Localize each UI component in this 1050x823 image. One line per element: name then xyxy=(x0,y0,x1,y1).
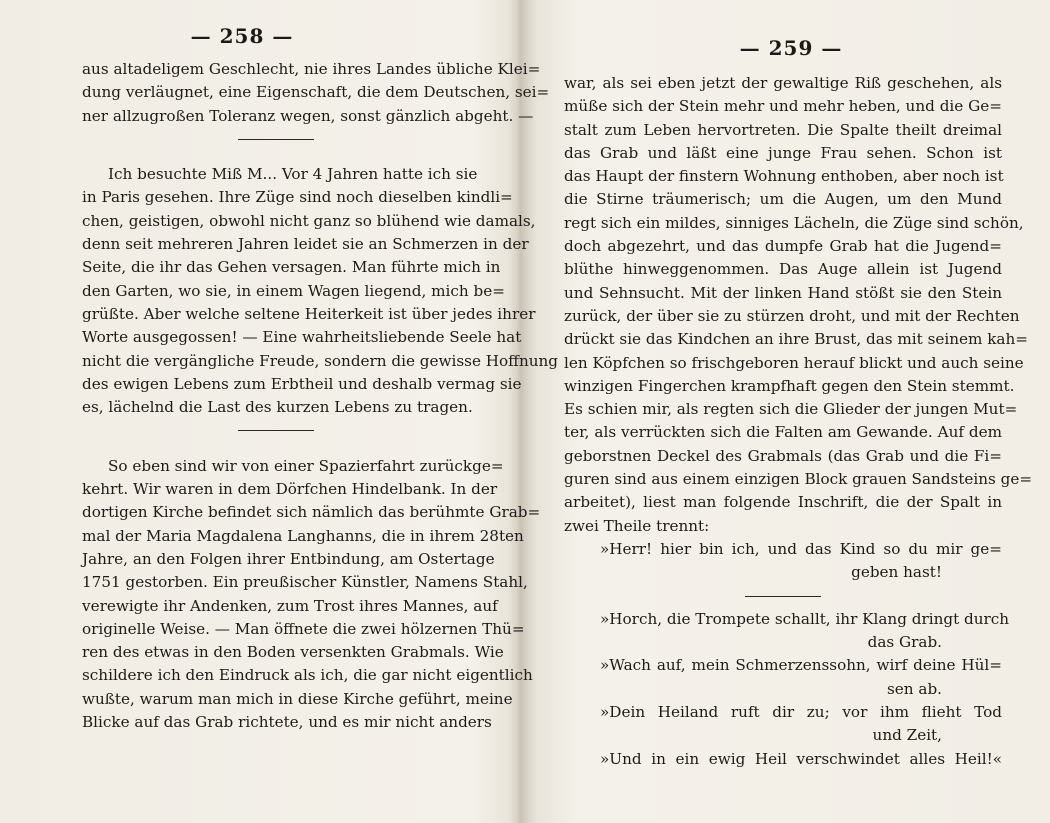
text-line: drückt sie das Kindchen an ihre Brust, das mit seinem kah= xyxy=(564,330,1028,349)
text-line: war, als sei eben jetzt der gewaltige Riß geschehen, als xyxy=(564,74,1002,92)
inscription xyxy=(564,608,1010,771)
page-number: — 259 — xyxy=(739,36,843,60)
section-divider xyxy=(82,419,470,442)
text-line: müße sich der Stein mehr und mehr heben, und die Ge= xyxy=(564,97,1002,116)
text-line: das Grab und läßt eine junge Frau sehen. Schon ist xyxy=(564,143,1002,162)
text-line: Ich besuchte Miß M... Vor 4 Jahren hatte ich sie xyxy=(108,165,478,184)
text-line: ter, als verrückten sich die Falten am Gewande. Auf dem xyxy=(564,423,1002,442)
text-line: grüßte. Aber welche seltene Heiterkeit ist über jedes ihrer xyxy=(82,304,536,323)
text-line: zurück, der über sie zu stürzen droht, und mit der Rechten xyxy=(564,306,1020,325)
page-number: — 258 — xyxy=(190,24,294,48)
text-line: und Sehnsucht. Mit der linken Hand stößt sie den Stein xyxy=(564,283,1002,302)
text-line: blüthe hinweggenommen. Das Auge allein ist Jugend xyxy=(564,260,1002,279)
paragraph xyxy=(564,72,1033,538)
text-line: originelle Weise. — Man öffnete die zwei hölzernen Thü= xyxy=(82,619,525,638)
verse-line: sen ab. xyxy=(887,679,942,698)
text-line: ren des etwas in den Boden versenkten Grabmals. Wie xyxy=(82,643,504,662)
text-line: regt sich ein mildes, sinniges Lächeln, die Züge sind schön, xyxy=(564,213,1024,232)
verse-line: »Dein Heiland ruft dir zu; vor ihm flieht Tod xyxy=(600,703,1002,722)
text-line: des ewigen Lebens zum Erbtheil und deshalb vermag sie xyxy=(82,374,522,393)
paragraph xyxy=(82,58,550,128)
text-line: schildere ich den Eindruck als ich, die gar nicht eigentlich xyxy=(82,666,533,685)
verse-line: »Herr! hier bin ich, und das Kind so du mir ge= xyxy=(600,539,1002,558)
text-line: verewigte ihr Andenken, zum Trost ihres Mannes, auf xyxy=(82,596,498,615)
verse-line: geben hast! xyxy=(851,563,942,582)
text-line: Worte ausgegossen! — Eine wahrheitsliebende Seele hat xyxy=(82,328,522,347)
verse-line: das Grab. xyxy=(867,633,942,652)
text-line: doch abgezehrt, und das dumpfe Grab hat die Jugend= xyxy=(564,237,1002,256)
verse-line: »Horch, die Trompete schallt, ihr Klang dringt durch xyxy=(600,609,1010,628)
text-line: guren sind aus einem einzigen Block grauen Sandsteins ge= xyxy=(564,470,1033,489)
text-line: dung verläugnet, eine Eigenschaft, die dem Deutschen, sei= xyxy=(82,83,550,102)
right-page xyxy=(520,0,1050,823)
text-line: nicht die vergängliche Freude, sondern die gewisse Hoffnung xyxy=(82,351,559,370)
text-line: denn seit mehreren Jahren leidet sie an Schmerzen in der xyxy=(82,235,529,254)
text-line: in Paris gesehen. Ihre Züge sind noch dieselben kindli= xyxy=(82,188,513,207)
text-line: kehrt. Wir waren in dem Dörfchen Hindelbank. In der xyxy=(82,480,498,499)
verse-line: »Wach auf, mein Schmerzenssohn, wirf deine Hül= xyxy=(600,656,1002,675)
text-line: ner allzugroßen Toleranz wegen, sonst gänzlich abgeht. — xyxy=(82,106,534,125)
section-divider xyxy=(82,128,470,151)
text-line: geborstnen Deckel des Grabmals (das Grab und die Fi= xyxy=(564,446,1002,465)
page-body xyxy=(82,58,559,734)
text-line: es, lächelnd die Last des kurzen Lebens zu tragen. xyxy=(82,398,473,417)
text-line: den Garten, wo sie, in einem Wagen liegend, mich be= xyxy=(82,281,505,300)
text-line: dortigen Kirche befindet sich nämlich das berühmte Grab= xyxy=(82,503,541,522)
text-line: die Stirne träumerisch; um die Augen, um den Mund xyxy=(564,190,1002,209)
text-line: Jahre, an den Folgen ihrer Entbindung, am Ostertage xyxy=(82,549,495,568)
text-line: stalt zum Leben hervortreten. Die Spalte theilt dreimal xyxy=(564,120,1002,139)
section-divider xyxy=(564,585,1002,608)
page-body xyxy=(564,72,1033,771)
text-line: das Haupt der finstern Wohnung enthoben, aber noch ist xyxy=(564,167,1004,186)
text-line: aus altadeligem Geschlecht, nie ihres Landes übliche Klei= xyxy=(82,60,541,78)
text-line: Es schien mir, als regten sich die Glieder der jungen Mut= xyxy=(564,400,1018,419)
text-line: len Köpfchen so frischgeboren herauf blickt und auch seine xyxy=(564,353,1024,372)
text-line: So eben sind wir von einer Spazierfahrt zurückge= xyxy=(108,456,504,475)
text-line: Blicke auf das Grab richtete, und es mir nicht anders xyxy=(82,713,492,732)
text-line: arbeitet), liest man folgende Inschrift, die der Spalt in xyxy=(564,493,1002,512)
verse-line: und Zeit, xyxy=(872,726,942,745)
text-line: Seite, die ihr das Gehen versagen. Man führte mich in xyxy=(82,258,501,277)
text-line: winzigen Fingerchen krampfhaft gegen den Stein stemmt. xyxy=(564,376,1015,395)
verse-line: »Und in ein ewig Heil verschwindet alles Heil!« xyxy=(600,749,1002,768)
text-line: zwei Theile trennt: xyxy=(564,516,710,535)
text-line: mal der Maria Magdalena Langhanns, die in ihrem 28ten xyxy=(82,526,524,545)
paragraph xyxy=(82,163,559,419)
text-line: 1751 gestorben. Ein preußischer Künstler, Namens Stahl, xyxy=(82,573,528,592)
text-line: chen, geistigen, obwohl nicht ganz so blühend wie damals, xyxy=(82,211,536,230)
inscription xyxy=(564,538,1002,585)
text-line: wußte, warum man mich in diese Kirche geführt, meine xyxy=(82,689,513,708)
paragraph xyxy=(82,455,541,735)
